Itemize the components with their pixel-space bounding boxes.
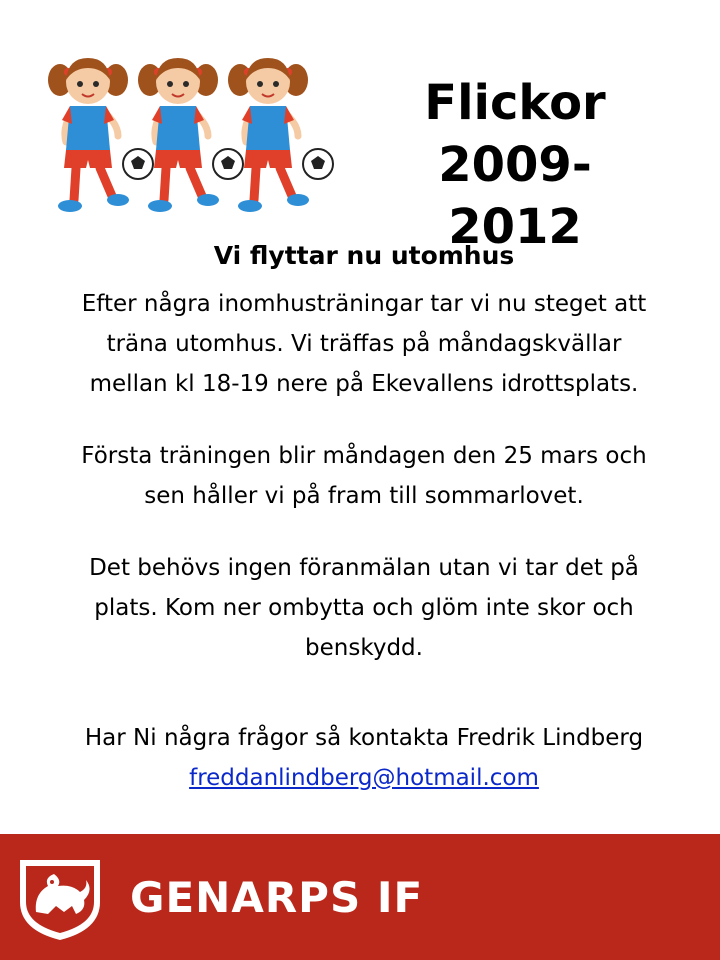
paragraph-line: plats. Kom ner ombytta och glöm inte skor och [94, 595, 634, 621]
paragraph-2 [30, 436, 698, 516]
footer-banner [0, 834, 720, 960]
title-line-2: 2009-2012 [438, 137, 592, 255]
contact-block [30, 718, 698, 798]
club-name: GENARPS IF [130, 873, 424, 922]
poster-title [375, 72, 655, 258]
title-line-1: Flickor [424, 75, 606, 131]
paragraph-line: benskydd. [305, 635, 423, 661]
contact-line: Har Ni några frågor så kontakta Fredrik Lindberg [84, 725, 644, 751]
paragraph-3 [30, 548, 698, 668]
contact-email-link[interactable]: freddanlindberg@hotmail.com [189, 765, 539, 791]
paragraph-line: träna utomhus. Vi träffas på måndagskvällar [106, 331, 622, 357]
paragraph-line: sen håller vi på fram till sommarlovet. [144, 483, 584, 509]
club-crest-icon [14, 854, 106, 942]
paragraph-line: Första träningen blir måndagen den 25 mars och [81, 443, 647, 469]
paragraph-line: Det behövs ingen föranmälan utan vi tar det på [89, 555, 639, 581]
paragraph-line: mellan kl 18-19 nere på Ekevallens idrottsplats. [89, 371, 639, 397]
paragraph-1 [30, 284, 698, 404]
paragraph-line: Efter några inomhusträningar tar vi nu steget att [81, 291, 647, 317]
girls-football-illustration [40, 42, 340, 218]
poster-subtitle: Vi flyttar nu utomhus [213, 241, 515, 270]
